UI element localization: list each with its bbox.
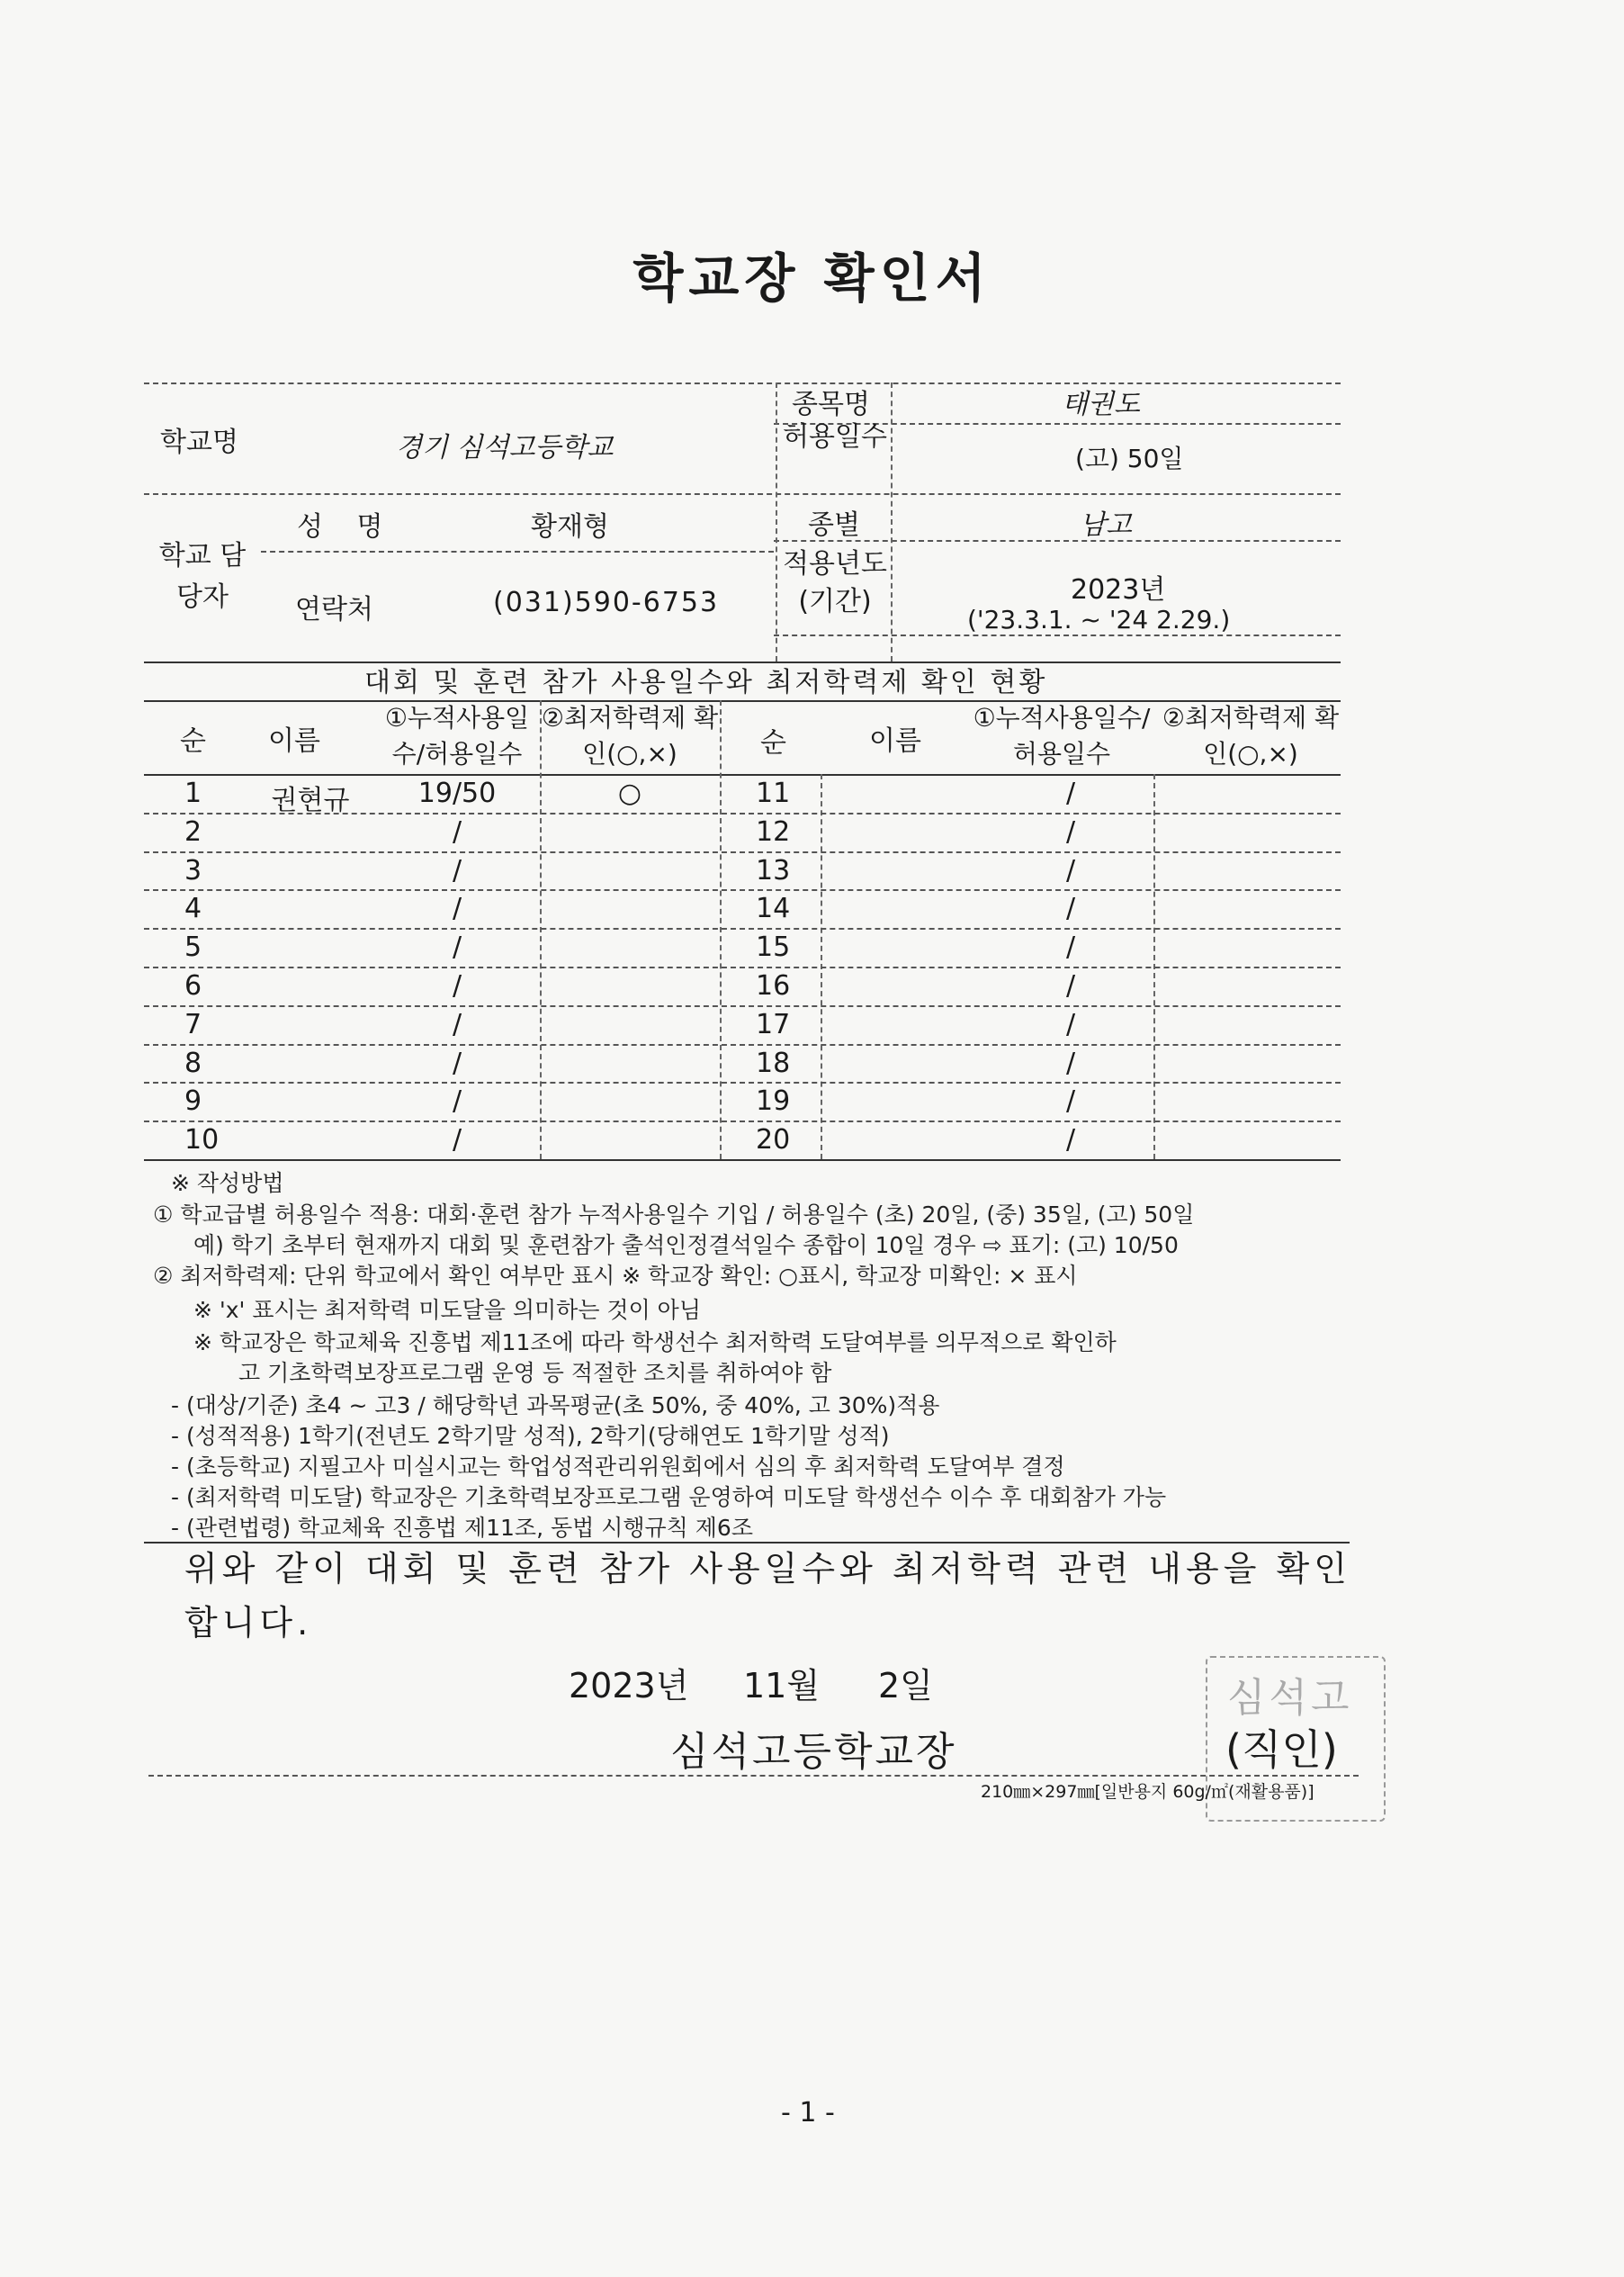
note-line: - (대상/기준) 초4 ~ 고3 / 해당학년 과목평균(초 50%, 중 40%, 고 30%)적용: [171, 1392, 940, 1418]
row-days: /: [1065, 1124, 1076, 1156]
allowed-value: (고) 50일: [1075, 444, 1184, 473]
note-line: ① 학교급별 허용일수 적용: 대회·훈련 참가 누적사용일수 기입 / 허용일수 (초) 20일, (중) 35일, (고) 50일: [153, 1202, 1195, 1228]
page-number: - 1 -: [781, 2097, 835, 2128]
contact-value: (031)590-6753: [493, 587, 720, 618]
row-days: /: [452, 970, 462, 1002]
row-days: /: [1065, 1009, 1076, 1040]
confirm-year: 2023년: [569, 1666, 689, 1706]
row-seq: 13: [756, 855, 791, 886]
note-line: - (초등학교) 지필고사 미실시교는 학업성적관리위원회에서 심의 후 최저학력 도달여부 결정: [171, 1454, 1065, 1480]
row-days: /: [452, 893, 462, 924]
row-seq: 17: [756, 1009, 791, 1040]
header-name-right: 이름: [869, 725, 921, 757]
row-days: /: [1065, 893, 1076, 924]
row-seq: 8: [184, 1048, 202, 1079]
row-seq: 6: [184, 970, 202, 1002]
row-seq: 7: [184, 1009, 202, 1040]
period-label: 적용년도 (기간): [783, 548, 887, 617]
row-days: /: [452, 1085, 462, 1117]
row-seq: 19: [756, 1085, 791, 1117]
row-seq: 11: [756, 778, 791, 809]
row-days: /: [1065, 1048, 1076, 1079]
confirm-line-1: 위와 같이 대회 및 훈련 참가 사용일수와 최저학력 관련 내용을 확인: [184, 1549, 1351, 1588]
row-days: /: [452, 1009, 462, 1040]
gender-label: 종별: [808, 509, 860, 541]
row-name: 권현규: [271, 785, 350, 816]
note-line: 예) 학기 초부터 현재까지 대회 및 훈련참가 출석인정결석일수 종합이 10일 경우 ⇨ 표기: (고) 10/50: [193, 1232, 1179, 1258]
row-days: /: [1065, 1085, 1076, 1117]
header-name-left: 이름: [268, 725, 320, 757]
note-line: - (최저학력 미도달) 학교장은 기초학력보장프로그램 운영하여 미도달 학생선수 이수 후 대회참가 가능: [171, 1484, 1167, 1510]
confirm-day: 2일: [878, 1666, 933, 1706]
row-seq: 12: [756, 816, 791, 848]
row-days: /: [452, 932, 462, 963]
contact-label: 연락처: [295, 594, 373, 626]
row-days: /: [1065, 816, 1076, 848]
note-line: - (관련법령) 학교체육 진흥법 제11조, 동법 시행규칙 제6조: [171, 1515, 753, 1541]
header-check-right: ②최저학력제 확인(○,×): [1162, 703, 1340, 769]
row-seq: 5: [184, 932, 202, 963]
row-seq: 2: [184, 816, 202, 848]
row-seq: 3: [184, 855, 202, 886]
header-seq-left: 순: [180, 725, 206, 757]
row-days: /: [452, 1048, 462, 1079]
notes-heading: ※ 작성방법: [171, 1170, 284, 1196]
row-days: /: [1065, 855, 1076, 886]
gender-value: 남고: [1080, 509, 1132, 541]
header-seq-right: 순: [760, 727, 786, 759]
note-line: ※ 'x' 표시는 최저학력 미도달을 의미하는 것이 아님: [193, 1297, 701, 1323]
row-seq: 20: [756, 1124, 791, 1156]
name-label: 성 명: [297, 511, 396, 543]
row-seq: 14: [756, 893, 791, 924]
table-heading: 대회 및 훈련 참가 사용일수와 최저학력제 확인 현황: [364, 667, 1048, 698]
allowed-label: 허용일수: [783, 421, 887, 453]
row-days: /: [452, 816, 462, 848]
seal-label: (직인): [1225, 1725, 1338, 1774]
row-days: 19/50: [417, 778, 497, 809]
note-line: - (성적적용) 1학기(전년도 2학기말 성적), 2학기(당해연도 1학기말 성적): [171, 1423, 890, 1449]
note-line: ※ 학교장은 학교체육 진흥법 제11조에 따라 학생선수 최저학력 도달여부를 의무적으로 확인하: [193, 1329, 1117, 1355]
principal-name: 심석고등학교장: [670, 1729, 957, 1775]
confirm-line-2: 합니다.: [184, 1603, 313, 1642]
row-seq: 4: [184, 893, 202, 924]
sport-value: 태권도: [1062, 389, 1140, 420]
row-seq: 1: [184, 778, 202, 809]
header-days-right: ①누적사용일수/허용일수: [973, 703, 1151, 769]
note-line: ② 최저학력제: 단위 학교에서 확인 여부만 표시 ※ 학교장 확인: ○표시, 학교장 미확인: × 표시: [153, 1263, 1078, 1289]
school-label: 학교명: [160, 427, 238, 458]
row-seq: 15: [756, 932, 791, 963]
row-days: /: [452, 855, 462, 886]
period-range: ('23.3.1. ~ '24 2.29.): [967, 605, 1231, 634]
sport-label: 종목명: [792, 389, 870, 420]
row-days: /: [1065, 932, 1076, 963]
period-year: 2023년: [1071, 574, 1166, 606]
row-seq: 9: [184, 1085, 202, 1117]
row-seq: 18: [756, 1048, 791, 1079]
confirm-month: 11월: [743, 1666, 821, 1706]
page-title: 학교장 확인서: [633, 248, 991, 309]
stamp-text: 심석고: [1227, 1675, 1353, 1721]
row-seq: 10: [184, 1124, 220, 1156]
row-days: /: [1065, 778, 1076, 809]
note-line: 고 기초학력보장프로그램 운영 등 적절한 조치를 취하여야 함: [238, 1360, 832, 1386]
header-days-left: ①누적사용일수/허용일수: [384, 703, 530, 769]
row-days: /: [1065, 970, 1076, 1002]
paper-spec: 210㎜×297㎜[일반용지 60g/㎡(재활용품)]: [981, 1782, 1314, 1802]
school-value: 경기 심석고등학교: [396, 432, 614, 464]
row-check: ○: [617, 778, 642, 809]
row-seq: 16: [756, 970, 791, 1002]
row-days: /: [452, 1124, 462, 1156]
header-check-left: ②최저학력제 확인(○,×): [541, 703, 719, 769]
name-value: 황재형: [531, 511, 609, 543]
manager-label: 학교 담당자: [158, 540, 247, 613]
